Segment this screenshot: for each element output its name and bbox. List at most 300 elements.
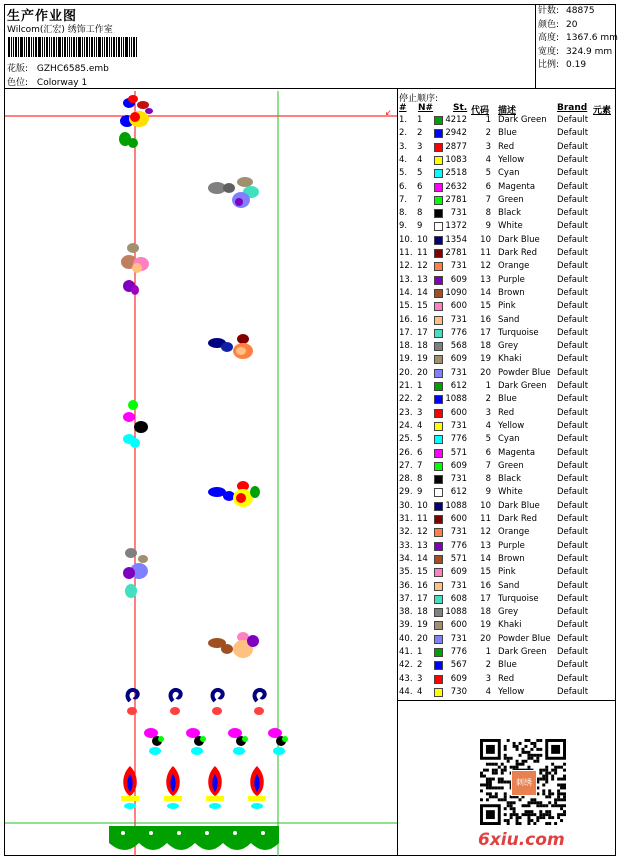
color-swatch — [434, 329, 443, 338]
row-code: 4 — [485, 154, 491, 165]
color-swatch — [434, 675, 443, 684]
row-needle: 6 — [417, 447, 423, 458]
color-swatch — [434, 449, 443, 458]
row-needle: 2 — [417, 128, 423, 139]
row-needle: 2 — [417, 394, 423, 405]
row-code: 4 — [485, 420, 491, 431]
row-stitches: 609 — [450, 274, 467, 285]
row-index: 44. — [399, 686, 413, 697]
sequence-row — [399, 328, 616, 341]
row-code: 2 — [485, 660, 491, 671]
row-index: 5. — [399, 168, 408, 179]
color-swatch — [434, 395, 443, 404]
row-brand: Default — [557, 686, 589, 697]
row-brand: Default — [557, 447, 589, 458]
row-needle: 3 — [417, 141, 423, 152]
row-code: 19 — [480, 620, 491, 631]
row-index: 22. — [399, 394, 413, 405]
row-brand: Default — [557, 314, 589, 325]
row-stitches: 600 — [450, 301, 467, 312]
row-stitches: 1088 — [445, 607, 467, 618]
studio-subtitle: Wilcom(汇宏) 绣饰工作室 — [7, 25, 113, 35]
row-code: 11 — [480, 248, 491, 258]
row-desc: Yellow — [498, 154, 525, 165]
row-stitches: 609 — [450, 567, 467, 578]
row-desc: Turquoise — [498, 327, 539, 338]
row-stitches: 731 — [450, 367, 467, 378]
row-needle: 1 — [417, 115, 423, 125]
row-stitches: 1354 — [445, 234, 467, 245]
flame-row — [121, 766, 266, 809]
row-code: 17 — [480, 593, 491, 604]
row-brand: Default — [557, 607, 589, 618]
sequence-row — [399, 182, 616, 195]
row-desc: Purple — [498, 274, 525, 285]
color-swatch — [434, 249, 443, 258]
row-code: 1 — [485, 115, 491, 125]
paisley-row — [127, 690, 265, 715]
row-code: 14 — [480, 287, 491, 298]
row-desc: Orange — [498, 527, 530, 538]
barcode — [8, 37, 152, 57]
sequence-row — [399, 301, 616, 314]
color-swatch — [434, 435, 443, 444]
row-brand: Default — [557, 487, 589, 498]
row-desc: Grey — [498, 341, 519, 352]
row-desc: Red — [498, 407, 515, 418]
row-code: 8 — [485, 474, 491, 485]
row-desc: Dark Red — [498, 514, 538, 524]
row-index: 18. — [399, 341, 413, 352]
row-stitches: 2781 — [445, 248, 467, 258]
row-code: 3 — [485, 673, 491, 684]
row-desc: Magenta — [498, 181, 536, 192]
row-brand: Default — [557, 301, 589, 312]
row-needle: 8 — [417, 474, 423, 485]
canvas-divider — [397, 88, 398, 856]
row-needle: 19 — [417, 620, 428, 631]
row-index: 31. — [399, 514, 413, 524]
row-code: 20 — [480, 367, 491, 378]
row-brand: Default — [557, 367, 589, 378]
row-stitches: 1083 — [445, 154, 467, 165]
row-stitches: 568 — [450, 341, 467, 352]
row-stitches: 731 — [450, 527, 467, 538]
row-brand: Default — [557, 673, 589, 684]
sequence-row — [399, 261, 616, 274]
design-canvas — [5, 91, 397, 856]
row-desc: Orange — [498, 261, 530, 272]
scallop-border — [109, 826, 279, 850]
row-index: 19. — [399, 354, 413, 365]
color-swatch — [434, 116, 443, 125]
row-desc: Turquoise — [498, 593, 539, 604]
row-index: 29. — [399, 487, 413, 498]
row-code: 12 — [480, 261, 491, 272]
row-brand: Default — [557, 567, 589, 578]
row-index: 10. — [399, 234, 413, 245]
row-desc: Blue — [498, 660, 517, 671]
sequence-row — [399, 315, 616, 328]
stats-block — [538, 5, 618, 73]
motif-8 — [208, 632, 259, 658]
row-index: 4. — [399, 154, 408, 165]
row-brand: Default — [557, 341, 589, 352]
magenta-flower-row — [144, 728, 288, 755]
row-stitches: 731 — [450, 314, 467, 325]
row-stitches: 731 — [450, 261, 467, 272]
row-needle: 18 — [417, 607, 428, 618]
row-brand: Default — [557, 354, 589, 365]
row-index: 1. — [399, 115, 408, 125]
row-index: 28. — [399, 474, 413, 485]
row-needle: 18 — [417, 341, 428, 352]
sequence-row — [399, 195, 616, 208]
sequence-row — [399, 687, 616, 700]
row-index: 39. — [399, 620, 413, 631]
row-index: 17. — [399, 327, 413, 338]
row-index: 41. — [399, 647, 413, 657]
col-element: 元素 — [593, 106, 612, 116]
sequence-row — [399, 394, 616, 407]
row-desc: White — [498, 221, 523, 232]
sequence-row — [399, 607, 616, 620]
row-index: 24. — [399, 420, 413, 431]
color-swatch — [434, 196, 443, 205]
row-index: 32. — [399, 527, 413, 538]
row-code: 18 — [480, 607, 491, 618]
row-brand: Default — [557, 593, 589, 604]
row-needle: 9 — [417, 221, 423, 232]
row-stitches: 609 — [450, 460, 467, 471]
row-needle: 11 — [417, 248, 428, 258]
row-desc: Dark Green — [498, 115, 547, 125]
row-brand: Default — [557, 474, 589, 485]
row-index: 33. — [399, 540, 413, 551]
row-stitches: 776 — [450, 434, 467, 445]
row-stitches: 2781 — [445, 194, 467, 205]
row-index: 11. — [399, 248, 413, 258]
stat-stitches: 针数: 48875 — [538, 6, 595, 16]
row-needle: 2 — [417, 660, 423, 671]
qr-logo: 刺绣 — [511, 770, 537, 796]
sequence-row — [399, 208, 616, 221]
color-swatch — [434, 222, 443, 231]
color-swatch — [434, 289, 443, 298]
row-desc: Powder Blue — [498, 633, 551, 644]
color-swatch — [434, 621, 443, 630]
color-swatch — [434, 209, 443, 218]
sequence-row — [399, 128, 616, 141]
row-brand: Default — [557, 168, 589, 179]
sequence-row — [399, 660, 616, 673]
row-stitches: 600 — [450, 514, 467, 524]
row-code: 18 — [480, 341, 491, 352]
row-needle: 10 — [417, 234, 428, 245]
row-code: 12 — [480, 527, 491, 538]
col-code: 代码 — [471, 106, 490, 116]
row-desc: Dark Green — [498, 647, 547, 657]
row-code: 17 — [480, 327, 491, 338]
row-desc: Brown — [498, 553, 525, 564]
pattern-line — [7, 61, 109, 74]
row-stitches: 2877 — [445, 141, 467, 152]
row-desc: Black — [498, 474, 521, 485]
sequence-row — [399, 634, 616, 647]
sequence-row — [399, 408, 616, 421]
row-code: 3 — [485, 407, 491, 418]
sequence-row — [399, 514, 616, 527]
row-stitches: 1090 — [445, 287, 467, 298]
sequence-row — [399, 115, 616, 128]
row-brand: Default — [557, 500, 589, 511]
row-code: 16 — [480, 580, 491, 591]
color-swatch — [434, 475, 443, 484]
sequence-row — [399, 620, 616, 633]
row-index: 25. — [399, 434, 413, 445]
row-stitches: 612 — [450, 381, 467, 391]
color-swatch — [434, 422, 443, 431]
color-swatch — [434, 488, 443, 497]
motif-1 — [119, 95, 153, 148]
stat-colors: 颜色: 20 — [538, 19, 578, 30]
row-index: 12. — [399, 261, 413, 272]
row-desc: White — [498, 487, 523, 498]
sequence-row — [399, 354, 616, 367]
row-desc: Khaki — [498, 620, 522, 631]
row-code: 20 — [480, 633, 491, 644]
row-index: 42. — [399, 660, 413, 671]
color-swatch — [434, 183, 443, 192]
row-stitches: 1372 — [445, 221, 467, 232]
color-swatch — [434, 169, 443, 178]
row-code: 2 — [485, 128, 491, 139]
row-index: 2. — [399, 128, 408, 139]
row-stitches: 571 — [450, 553, 467, 564]
row-brand: Default — [557, 261, 589, 272]
row-needle: 7 — [417, 460, 423, 471]
row-needle: 20 — [417, 633, 428, 644]
color-swatch — [434, 635, 443, 644]
row-needle: 3 — [417, 407, 423, 418]
row-needle: 14 — [417, 287, 428, 298]
row-index: 23. — [399, 407, 413, 418]
row-needle: 1 — [417, 647, 423, 657]
row-stitches: 1088 — [445, 500, 467, 511]
row-desc: Grey — [498, 607, 519, 618]
sequence-row — [399, 288, 616, 301]
color-swatch — [434, 515, 443, 524]
row-needle: 5 — [417, 168, 423, 179]
row-needle: 12 — [417, 527, 428, 538]
row-brand: Default — [557, 287, 589, 298]
row-desc: Magenta — [498, 447, 536, 458]
row-code: 19 — [480, 354, 491, 365]
motif-4 — [208, 334, 253, 359]
row-index: 26. — [399, 447, 413, 458]
col-desc: 描述 — [498, 106, 517, 116]
row-needle: 7 — [417, 194, 423, 205]
watermark-text: 6xiu.com — [478, 830, 565, 850]
row-brand: Default — [557, 154, 589, 165]
row-stitches: 600 — [450, 620, 467, 631]
row-stitches: 731 — [450, 474, 467, 485]
row-code: 8 — [485, 208, 491, 219]
row-desc: Sand — [498, 580, 520, 591]
sequence-row — [399, 275, 616, 288]
row-code: 2 — [485, 394, 491, 405]
color-swatch — [434, 382, 443, 391]
row-needle: 4 — [417, 154, 423, 165]
row-brand: Default — [557, 434, 589, 445]
color-swatch — [434, 143, 443, 152]
color-swatch — [434, 595, 443, 604]
sequence-row — [399, 501, 616, 514]
sequence-row — [399, 341, 616, 354]
row-index: 15. — [399, 301, 413, 312]
row-needle: 9 — [417, 487, 423, 498]
row-index: 13. — [399, 274, 413, 285]
row-code: 15 — [480, 301, 491, 312]
sequence-row — [399, 248, 616, 261]
sequence-row — [399, 448, 616, 461]
color-swatch — [434, 542, 443, 551]
row-desc: Black — [498, 208, 521, 219]
sequence-row — [399, 474, 616, 487]
row-desc: Cyan — [498, 168, 520, 179]
row-desc: Green — [498, 194, 524, 205]
row-desc: Red — [498, 141, 515, 152]
row-index: 14. — [399, 287, 413, 298]
row-brand: Default — [557, 327, 589, 338]
row-code: 9 — [485, 487, 491, 498]
row-needle: 6 — [417, 181, 423, 192]
sequence-row — [399, 581, 616, 594]
row-desc: Dark Blue — [498, 500, 540, 511]
row-brand: Default — [557, 234, 589, 245]
sequence-row — [399, 541, 616, 554]
row-code: 10 — [480, 234, 491, 245]
row-code: 14 — [480, 553, 491, 564]
row-needle: 4 — [417, 420, 423, 431]
stat-width: 宽度: 324.9 mm — [538, 46, 613, 57]
row-brand: Default — [557, 394, 589, 405]
color-swatch — [434, 409, 443, 418]
row-stitches: 612 — [450, 487, 467, 498]
row-code: 1 — [485, 381, 491, 391]
sequence-row — [399, 421, 616, 434]
row-brand: Default — [557, 141, 589, 152]
row-index: 8. — [399, 208, 408, 219]
sequence-row — [399, 381, 616, 394]
row-desc: Sand — [498, 314, 520, 325]
sequence-row — [399, 142, 616, 155]
row-brand: Default — [557, 181, 589, 192]
row-stitches: 567 — [450, 660, 467, 671]
row-brand: Default — [557, 527, 589, 538]
row-stitches: 2518 — [445, 168, 467, 179]
row-code: 16 — [480, 314, 491, 325]
row-code: 6 — [485, 181, 491, 192]
row-needle: 10 — [417, 500, 428, 511]
row-needle: 14 — [417, 553, 428, 564]
row-needle: 19 — [417, 354, 428, 365]
row-stitches: 571 — [450, 447, 467, 458]
row-desc: Green — [498, 460, 524, 471]
colorway-line — [7, 75, 87, 88]
row-desc: Blue — [498, 394, 517, 405]
colorway-label: 色位: — [7, 78, 29, 88]
row-brand: Default — [557, 553, 589, 564]
row-brand: Default — [557, 194, 589, 205]
row-code: 15 — [480, 567, 491, 578]
row-stitches: 731 — [450, 208, 467, 219]
color-swatch — [434, 568, 443, 577]
row-stitches: 609 — [450, 354, 467, 365]
color-swatch — [434, 236, 443, 245]
guide-mark: ↙ — [385, 108, 392, 117]
sequence-row — [399, 434, 616, 447]
color-swatch — [434, 688, 443, 697]
color-swatch — [434, 262, 443, 271]
row-brand: Default — [557, 420, 589, 431]
row-desc: Yellow — [498, 686, 525, 697]
row-needle: 11 — [417, 514, 428, 524]
sequence-row — [399, 168, 616, 181]
row-stitches: 776 — [450, 540, 467, 551]
row-brand: Default — [557, 460, 589, 471]
row-code: 6 — [485, 447, 491, 458]
row-index: 43. — [399, 673, 413, 684]
row-index: 20. — [399, 367, 413, 378]
col-index: # — [399, 103, 407, 113]
row-brand: Default — [557, 381, 589, 391]
sequence-row — [399, 155, 616, 168]
sequence-row — [399, 594, 616, 607]
row-needle: 20 — [417, 367, 428, 378]
row-index: 40. — [399, 633, 413, 644]
sequence-title: 停止顺序: — [399, 94, 439, 104]
row-brand: Default — [557, 620, 589, 631]
row-code: 13 — [480, 274, 491, 285]
row-needle: 16 — [417, 314, 428, 325]
colorway-value: Colorway 1 — [36, 78, 88, 88]
col-n: N# — [418, 103, 434, 113]
row-index: 9. — [399, 221, 408, 232]
row-index: 34. — [399, 553, 413, 564]
color-swatch — [434, 582, 443, 591]
row-code: 7 — [485, 460, 491, 471]
motif-2 — [208, 177, 259, 208]
row-brand: Default — [557, 540, 589, 551]
row-desc: Powder Blue — [498, 367, 551, 378]
color-swatch — [434, 302, 443, 311]
row-brand: Default — [557, 274, 589, 285]
row-desc: Pink — [498, 567, 516, 578]
color-swatch — [434, 369, 443, 378]
color-swatch — [434, 555, 443, 564]
color-swatch — [434, 528, 443, 537]
row-code: 3 — [485, 141, 491, 152]
row-brand: Default — [557, 647, 589, 657]
row-needle: 4 — [417, 686, 423, 697]
col-stitches: St. — [453, 103, 468, 113]
row-brand: Default — [557, 633, 589, 644]
row-code: 4 — [485, 686, 491, 697]
row-desc: Dark Blue — [498, 234, 540, 245]
row-needle: 8 — [417, 208, 423, 219]
row-brand: Default — [557, 115, 589, 125]
